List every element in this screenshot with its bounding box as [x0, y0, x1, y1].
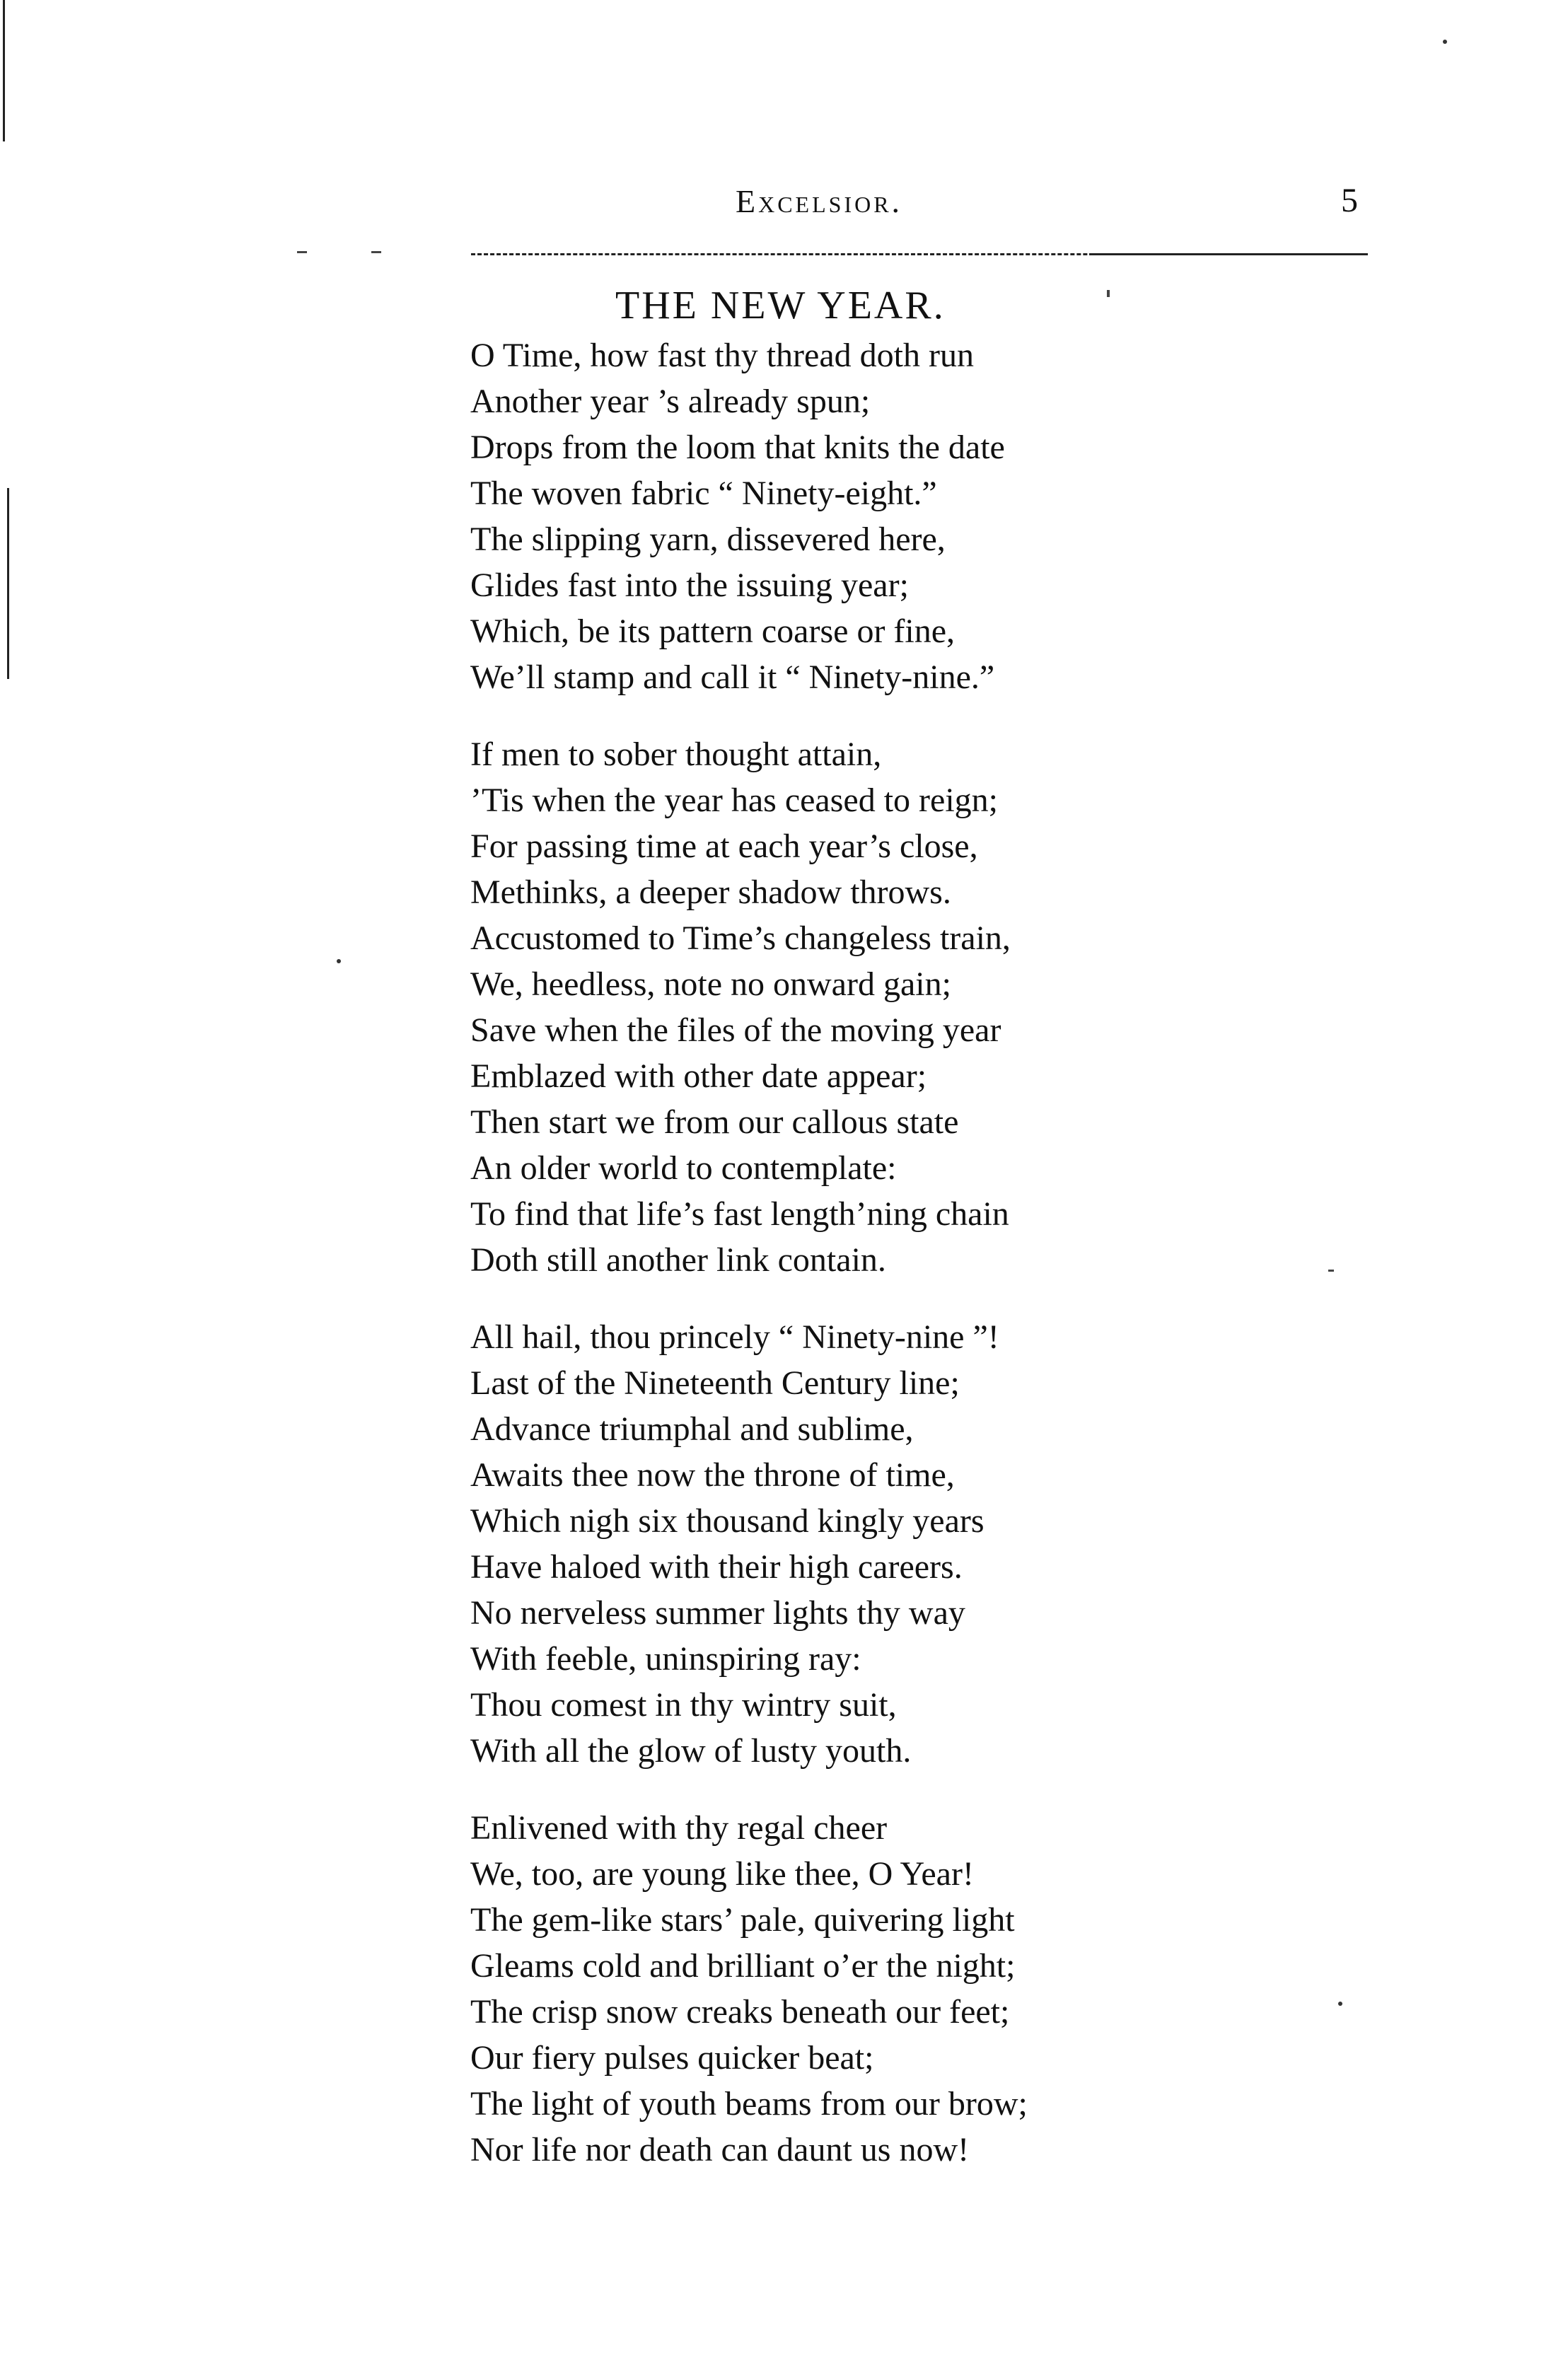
- poem-line: The light of youth beams from our brow;: [470, 2085, 1028, 2123]
- poem-line: Our fiery pulses quicker beat;: [470, 2039, 874, 2077]
- poem-line: With all the glow of lusty youth.: [470, 1732, 912, 1770]
- poem-line: We’ll stamp and call it “ Ninety-nine.”: [470, 658, 995, 696]
- header-rule-solid: [1089, 253, 1368, 255]
- scan-speck: [297, 251, 307, 253]
- poem-line: We, heedless, note no onward gain;: [470, 965, 951, 1003]
- poem-line: The crisp snow creaks beneath our feet;: [470, 1993, 1010, 2031]
- poem-line: Awaits thee now the throne of time,: [470, 1456, 955, 1494]
- poem-line: Enlivened with thy regal cheer: [470, 1809, 888, 1847]
- poem-line: Thou comest in thy wintry suit,: [470, 1686, 897, 1724]
- stanza-2: [470, 731, 1390, 1283]
- poem-line: Which nigh six thousand kingly years: [470, 1502, 985, 1540]
- poem-line: Accustomed to Time’s changeless train,: [470, 919, 1011, 957]
- poem-line: Advance triumphal and sublime,: [470, 1410, 914, 1448]
- poem-line: If men to sober thought attain,: [470, 736, 882, 773]
- poem-line: O Time, how fast thy thread doth run: [470, 337, 974, 374]
- poem-line: Last of the Nineteenth Century line;: [470, 1364, 960, 1402]
- poem-line: Another year ’s already spun;: [470, 383, 871, 420]
- poem-line: We, too, are young like thee, O Year!: [470, 1855, 974, 1893]
- poem-line: Gleams cold and brilliant o’er the night;: [470, 1947, 1016, 1985]
- poem-line: To find that life’s fast length’ning chain: [470, 1195, 1009, 1233]
- poem-line: Then start we from our callous state: [470, 1103, 959, 1141]
- poem-line: Which, be its pattern coarse or fine,: [470, 612, 956, 650]
- poem-title: THE NEW YEAR.: [615, 284, 946, 327]
- poem-line: No nerveless summer lights thy way: [470, 1594, 965, 1632]
- poem-line: For passing time at each year’s close,: [470, 828, 978, 865]
- poem-line: Methinks, a deeper shadow throws.: [470, 873, 951, 911]
- page-number: 5: [1341, 182, 1358, 219]
- poem-line: ’Tis when the year has ceased to reign;: [470, 782, 999, 819]
- poem-line: Save when the files of the moving year: [470, 1011, 1001, 1049]
- poem-line: Nor life nor death can daunt us now!: [470, 2131, 970, 2168]
- poem-line: Doth still another link contain.: [470, 1241, 886, 1279]
- running-head: Excelsior.: [736, 183, 903, 219]
- poem-body: [470, 332, 1390, 2204]
- poem-line: All hail, thou princely “ Ninety-nine ”!: [470, 1318, 999, 1356]
- poem-line: Emblazed with other date appear;: [470, 1057, 927, 1095]
- scan-speck: [371, 251, 381, 253]
- poem-line: The woven fabric “ Ninety-eight.”: [470, 475, 937, 512]
- poem-line: The slipping yarn, dissevered here,: [470, 521, 946, 558]
- poem-line: The gem-like stars’ pale, quivering light: [470, 1901, 1015, 1939]
- poem-line: Drops from the loom that knits the date: [470, 429, 1005, 466]
- scan-speck: [1443, 40, 1447, 44]
- scan-speck: [337, 959, 341, 963]
- stanza-4: [470, 1805, 1390, 2173]
- scan-speck: [1107, 290, 1110, 297]
- binding-mark-top: [3, 0, 5, 141]
- poem-line: An older world to contemplate:: [470, 1149, 897, 1187]
- poem-line: Have haloed with their high careers.: [470, 1548, 963, 1586]
- poem-line: With feeble, uninspiring ray:: [470, 1640, 861, 1678]
- poem-line: Glides fast into the issuing year;: [470, 567, 909, 604]
- stanza-3: [470, 1314, 1390, 1774]
- binding-mark-middle: [7, 488, 9, 679]
- stanza-1: [470, 332, 1390, 700]
